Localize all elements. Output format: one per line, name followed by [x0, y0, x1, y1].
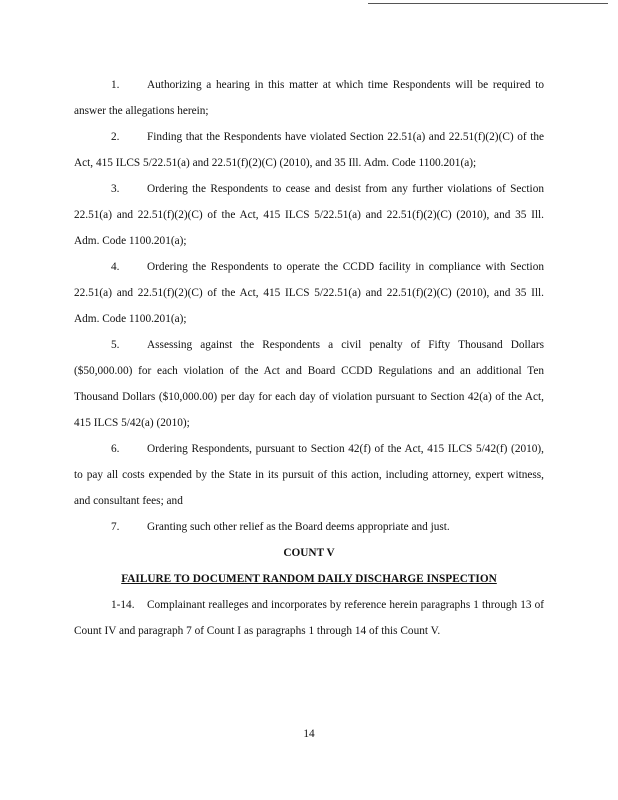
count-title: FAILURE TO DOCUMENT RANDOM DAILY DISCHARGE INSPECTION: [121, 573, 497, 585]
document-body: [74, 72, 544, 644]
item-number: 7.: [111, 521, 120, 533]
paragraph-number: 1-14.: [111, 599, 135, 611]
item-5: [74, 332, 544, 436]
item-number: 6.: [111, 443, 120, 455]
item-text: Granting such other relief as the Board deems appropriate and just.: [147, 521, 450, 533]
item-number: 1.: [111, 79, 120, 91]
item-number: 3.: [111, 183, 120, 195]
realleges-paragraph: [74, 592, 544, 644]
top-rule: [368, 3, 608, 4]
item-2: [74, 124, 544, 176]
item-number: 2.: [111, 131, 120, 143]
item-text: Ordering the Respondents to cease and desist from any further violations of Section 22.51(a) and 22.51(f)(2)(C) of the Act, 415 ILCS 5/22.51(a) and 22.51(f)(2)(C) (2010), and 35 Ill. Adm. Code 1100.201(a);: [74, 183, 544, 247]
item-text: Ordering the Respondents to operate the CCDD facility in compliance with Section 22.51(a) and 22.51(f)(2)(C) of the Act, 415 ILCS 5/22.51(a) and 22.51(f)(2)(C) (2010), and 35 Ill. Adm. Code 1100.201(a);: [74, 261, 544, 325]
item-number: 4.: [111, 261, 120, 273]
item-number: 5.: [111, 339, 120, 351]
item-7: [74, 514, 544, 540]
item-text: Ordering Respondents, pursuant to Section 42(f) of the Act, 415 ILCS 5/42(f) (2010), to pay all costs expended by the State in its pursuit of this action, including attorney, expert witness, and consultant fees; and: [74, 443, 544, 507]
page-number: 14: [303, 728, 315, 740]
item-3: [74, 176, 544, 254]
item-text: Finding that the Respondents have violated Section 22.51(a) and 22.51(f)(2)(C) of the Act, 415 ILCS 5/22.51(a) and 22.51(f)(2)(C) (2010), and 35 Ill. Adm. Code 1100.201(a);: [74, 131, 544, 169]
count-heading: COUNT V: [283, 547, 335, 559]
paragraph-text: Complainant realleges and incorporates by reference herein paragraphs 1 through 13 of Count IV and paragraph 7 of Count I as paragraphs 1 through 14 of this Count V.: [74, 599, 544, 637]
item-4: [74, 254, 544, 332]
item-text: Authorizing a hearing in this matter at which time Respondents will be required to answer the allegations herein;: [74, 79, 544, 117]
item-6: [74, 436, 544, 514]
item-1: [74, 72, 544, 124]
item-text: Assessing against the Respondents a civil penalty of Fifty Thousand Dollars ($50,000.00) for each violation of the Act and Board CCDD Regulations and an additional Ten Thousand Dollars ($10,000.00) per day for each day of violation pursuant to Section 42(a) of the Act, 415 ILCS 5/42(a) (2010);: [74, 339, 544, 429]
